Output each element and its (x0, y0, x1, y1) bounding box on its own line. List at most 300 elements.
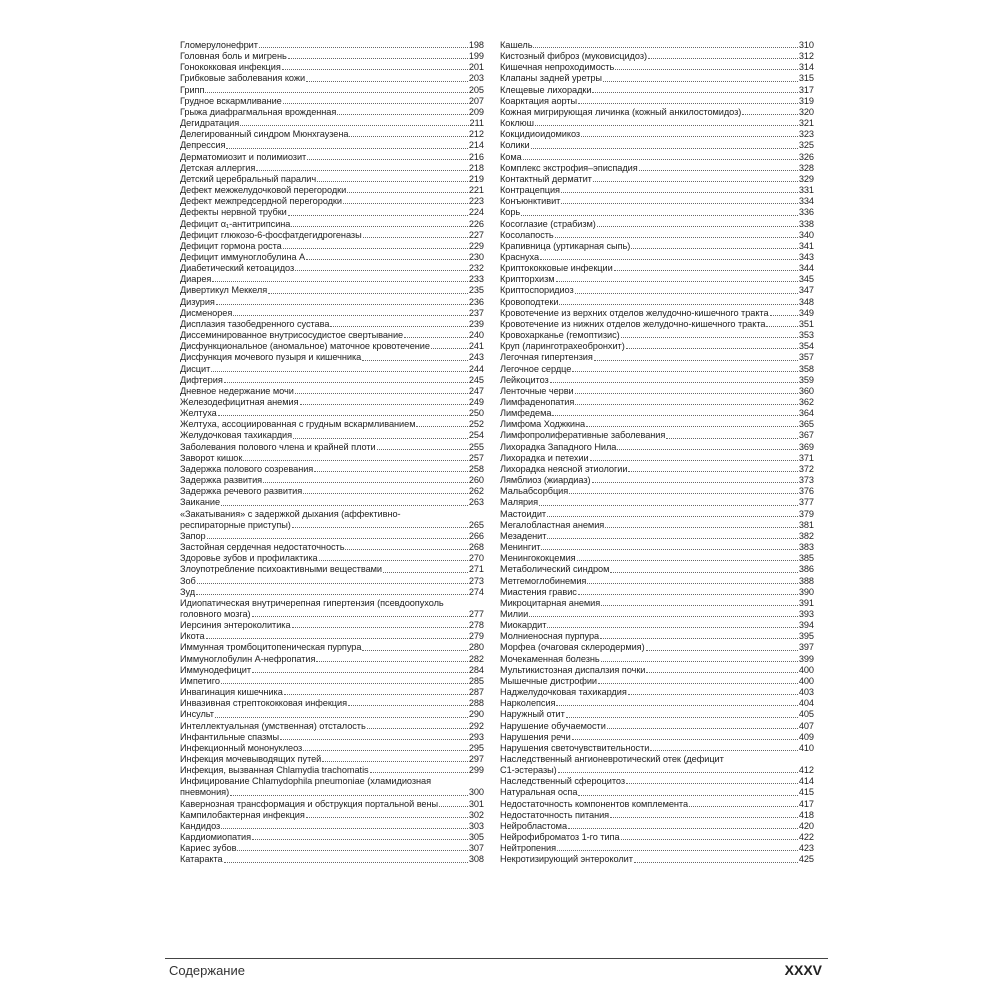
toc-entry-title: Нейтропения (500, 843, 557, 854)
toc-entry-page: 422 (798, 832, 814, 843)
toc-entry-title: Дизурия (180, 296, 215, 307)
toc-dot-leader (578, 594, 798, 595)
toc-dot-leader (330, 326, 467, 327)
toc-entry-title: Кокцидиоидомикоз (500, 129, 581, 140)
toc-entry-title: Миастения гравис (500, 586, 577, 597)
toc-entry-page: 224 (468, 207, 484, 218)
toc-dot-leader (292, 527, 468, 528)
toc-entry-title: Косоглазие (страбизм) (500, 218, 596, 229)
toc-entry-page: 417 (798, 798, 814, 809)
toc-dot-leader (307, 159, 468, 160)
toc-entry-title: С1-эстеразы) (500, 765, 557, 776)
toc-entry-page: 369 (798, 441, 814, 452)
toc-entry-page: 297 (468, 754, 484, 764)
toc-entry (180, 408, 484, 419)
toc-entry-title: Клещевые лихорадки (500, 84, 592, 95)
toc-entry-title: Инфицирование Chlamydophila pneumoniae (хламидиозная (180, 776, 432, 787)
toc-entry-title: Кашель (500, 40, 533, 50)
toc-dot-leader (572, 739, 798, 740)
toc-entry-title: Мальабсорбция (500, 486, 569, 497)
toc-entry-title: Злоупотребление психоактивными веществами (180, 564, 382, 575)
toc-dot-leader (362, 650, 467, 651)
toc-entry (180, 185, 484, 196)
toc-entry-title: Криптоспоридиоз (500, 285, 574, 296)
toc-entry (180, 430, 484, 441)
toc-dot-leader (626, 783, 798, 784)
toc-entry-page: 260 (468, 475, 484, 486)
toc-dot-leader (617, 449, 797, 450)
footer-section-label: Содержание (169, 963, 245, 978)
toc-dot-leader (300, 404, 468, 405)
toc-entry-page: 201 (468, 62, 484, 73)
toc-dot-leader (601, 661, 798, 662)
toc-entry (500, 654, 814, 665)
toc-entry-page: 336 (798, 207, 814, 218)
toc-entry-title: Коклюш (500, 118, 534, 129)
toc-entry-title: Грибковые заболевания кожи (180, 73, 306, 84)
toc-entry-page: 351 (798, 318, 814, 329)
toc-entry-title: Микроцитарная анемия (500, 597, 601, 608)
toc-entry-title: Нарколепсия (500, 698, 556, 709)
toc-entry-title: Нейрофиброматоз 1-го типа (500, 832, 620, 843)
toc-entry-title: Диабетический кетоацидоз (180, 263, 295, 274)
toc-dot-leader (628, 471, 797, 472)
toc-entry-page: 302 (468, 809, 484, 820)
toc-dot-leader (221, 683, 468, 684)
toc-entry-page: 400 (798, 675, 814, 686)
toc-entry (500, 531, 814, 542)
toc-entry-page: 376 (798, 486, 814, 497)
toc-entry (180, 732, 484, 743)
toc-dot-leader (288, 58, 468, 59)
toc-entry-title: Недостаточность питания (500, 809, 610, 820)
toc-entry-title: Кардиомиопатия (180, 832, 252, 843)
toc-dot-leader (306, 81, 468, 82)
toc-entry-page: 218 (468, 162, 484, 173)
toc-entry-page: 307 (468, 843, 484, 854)
toc-entry-title: Круп (ларинготрахеобронхит) (500, 341, 625, 352)
toc-entry-page: 250 (468, 408, 484, 419)
toc-entry (500, 687, 814, 698)
toc-entry-title: Натуральная оспа (500, 787, 578, 798)
toc-entry (500, 196, 814, 207)
toc-entry-title: Инвагинация кишечника (180, 687, 283, 698)
toc-entry (180, 843, 484, 854)
toc-entry (180, 721, 484, 732)
toc-entry-title: Мышечные дистрофии (500, 675, 597, 686)
toc-entry (500, 397, 814, 408)
toc-dot-leader (240, 125, 468, 126)
toc-dot-leader (197, 583, 468, 584)
toc-entry-page: 412 (798, 765, 814, 776)
toc-entry-page: 390 (798, 586, 814, 597)
toc-entry-page: 232 (468, 263, 484, 274)
toc-dot-leader (540, 259, 798, 260)
toc-entry (500, 598, 814, 609)
toc-entry (180, 85, 484, 96)
toc-entry (180, 230, 484, 241)
toc-dot-leader (626, 348, 798, 349)
toc-dot-leader (648, 58, 798, 59)
toc-entry-page: 334 (798, 196, 814, 207)
toc-entry-title: Легочная гипертензия (500, 352, 593, 363)
toc-dot-leader (282, 69, 468, 70)
toc-entry (180, 854, 484, 865)
toc-dot-leader (614, 270, 798, 271)
toc-entry (180, 152, 484, 163)
toc-entry-title: Милии (500, 608, 529, 619)
toc-entry (180, 520, 484, 531)
toc-dot-leader (314, 471, 468, 472)
toc-entry-page: 317 (798, 84, 814, 95)
toc-dot-leader (556, 705, 797, 706)
toc-entry-title: Мультикистозная диспалзия почки (500, 664, 646, 675)
toc-entry-title: Инвазивная стрептококковая инфекция (180, 698, 348, 709)
toc-entry (180, 754, 484, 765)
toc-entry (500, 475, 814, 486)
toc-entry-page: 365 (798, 419, 814, 430)
toc-entry (500, 319, 814, 330)
footer-page-number: XXXV (784, 962, 822, 978)
toc-entry-page: 407 (798, 720, 814, 731)
toc-dot-leader (529, 616, 798, 617)
toc-entry (500, 843, 814, 854)
toc-entry-title: пневмония) (180, 787, 230, 798)
toc-dot-leader (196, 594, 468, 595)
toc-entry-title: Головная боль и мигрень (180, 51, 287, 62)
toc-dot-leader (233, 315, 468, 316)
toc-entry-title: Импетиго (180, 675, 220, 686)
toc-entry-page: 199 (468, 51, 484, 62)
toc-entry-title: Лихорадка и петехии (500, 452, 589, 463)
toc-dot-leader (533, 47, 797, 48)
toc-entry (180, 252, 484, 263)
toc-entry-page: 293 (468, 731, 484, 742)
toc-entry (500, 118, 814, 129)
toc-entry-title: Метгемоглобинемия (500, 575, 587, 586)
toc-dot-leader (550, 382, 798, 383)
toc-dot-leader (206, 638, 468, 639)
toc-entry (180, 453, 484, 464)
toc-entry-title: Малярия (500, 497, 539, 508)
toc-entry-title: Диссеминированное внутрисосудистое свертывание (180, 330, 404, 341)
toc-entry-title: Криптококковые инфекции (500, 263, 613, 274)
toc-entry-title: Дефицит иммуноглобулина А (180, 251, 306, 262)
toc-entry (500, 430, 814, 441)
toc-dot-leader (558, 772, 798, 773)
toc-entry-page: 340 (798, 229, 814, 240)
toc-entry (180, 821, 484, 832)
toc-entry (180, 564, 484, 575)
toc-entry-page: 423 (798, 843, 814, 854)
toc-entry-page: 325 (798, 140, 814, 151)
toc-entry-title: Дисменорея (180, 307, 233, 318)
toc-entry (500, 386, 814, 397)
toc-dot-leader (628, 694, 798, 695)
toc-dot-leader (343, 203, 468, 204)
toc-entry-page: 257 (468, 452, 484, 463)
toc-entry-title: Желтуха (180, 408, 217, 419)
toc-dot-leader (621, 839, 798, 840)
toc-dot-leader (552, 415, 797, 416)
toc-entry-page: 373 (798, 475, 814, 486)
toc-entry-title: Иерсиния энтероколитика (180, 620, 291, 631)
toc-dot-leader (531, 148, 798, 149)
toc-entry (500, 676, 814, 687)
toc-entry (500, 185, 814, 196)
toc-entry (180, 576, 484, 587)
toc-entry-title: Кандидоз (180, 820, 221, 831)
toc-entry-title: Икота (180, 631, 205, 642)
toc-dot-leader (572, 371, 798, 372)
toc-entry-title: Задержка развития (180, 475, 263, 486)
toc-entry-title: Железодефицитная анемия (180, 397, 299, 407)
toc-entry-title: Кишечная непроходимость (500, 62, 615, 73)
toc-dot-leader (561, 192, 798, 193)
toc-dot-leader (569, 493, 798, 494)
toc-dot-leader (431, 348, 468, 349)
toc-entry-page: 343 (798, 251, 814, 262)
toc-dot-leader (603, 81, 798, 82)
toc-dot-leader (615, 69, 798, 70)
toc-entry (500, 665, 814, 676)
toc-entry (500, 129, 814, 140)
toc-entry (180, 308, 484, 319)
toc-entry-page: 425 (798, 854, 814, 865)
toc-dot-leader (556, 281, 798, 282)
toc-dot-leader (646, 650, 798, 651)
toc-entry (500, 620, 814, 631)
toc-dot-leader (634, 862, 798, 863)
toc-dot-leader (557, 850, 798, 851)
toc-dot-leader (268, 293, 468, 294)
toc-entry-page: 348 (798, 296, 814, 307)
toc-dot-leader (521, 215, 798, 216)
toc-entry (500, 375, 814, 386)
toc-entry-page: 349 (798, 307, 814, 318)
toc-entry-page: 382 (798, 530, 814, 541)
toc-dot-leader (256, 170, 468, 171)
toc-entry-page: 409 (798, 731, 814, 742)
toc-entry (180, 620, 484, 631)
toc-entry-page: 362 (798, 397, 814, 407)
toc-entry-page: 377 (798, 497, 814, 508)
toc-entry-title: Лимфедема (500, 408, 552, 419)
toc-dot-leader (280, 739, 468, 740)
toc-dot-leader (303, 750, 468, 751)
toc-dot-leader (283, 103, 468, 104)
toc-entry-page: 357 (798, 352, 814, 363)
toc-dot-leader (605, 527, 798, 528)
toc-entry-title: Зуд (180, 586, 196, 597)
toc-dot-leader (295, 270, 468, 271)
toc-entry-title: Запор (180, 530, 206, 541)
toc-entry-page: 367 (798, 430, 814, 441)
toc-entry (500, 140, 814, 151)
toc-entry-page: 273 (468, 575, 484, 586)
toc-dot-leader (594, 360, 798, 361)
toc-entry-page: 301 (468, 798, 484, 809)
toc-entry-title: Нарушение обучаемости (500, 720, 606, 731)
toc-entry (180, 118, 484, 129)
toc-entry-title: Колики (500, 140, 530, 151)
toc-entry-title: Задержка полового созревания (180, 463, 314, 474)
toc-entry-title: Молниеносная пурпура (500, 631, 600, 642)
toc-entry (500, 587, 814, 598)
toc-dot-leader (601, 605, 798, 606)
toc-entry (500, 219, 814, 230)
toc-entry-title: Кровоподтеки (500, 296, 559, 307)
toc-entry (180, 163, 484, 174)
toc-dot-leader (259, 47, 468, 48)
toc-entry-page: 315 (798, 73, 814, 84)
toc-entry (500, 721, 814, 732)
toc-entry (180, 51, 484, 62)
toc-entry (180, 174, 484, 185)
toc-entry (500, 754, 814, 765)
toc-entry (500, 330, 814, 341)
toc-entry (500, 107, 814, 118)
toc-entry-title: Кожная мигрирующая личинка (кожный анкилостомидоз) (500, 106, 742, 117)
toc-entry-page: 323 (798, 129, 814, 140)
toc-entry-page: 399 (798, 653, 814, 664)
toc-entry-page: 245 (468, 374, 484, 385)
toc-entry-page: 388 (798, 575, 814, 586)
toc-entry (180, 129, 484, 140)
toc-entry-title: Грипп (180, 84, 205, 95)
toc-entry-title: Заикание (180, 497, 221, 508)
toc-entry-title: Мезаденит (500, 530, 547, 541)
toc-dot-leader (218, 415, 468, 416)
toc-entry-page: 229 (468, 240, 484, 251)
toc-entry-page: 319 (798, 95, 814, 106)
toc-dot-leader (416, 426, 467, 427)
toc-entry-page: 237 (468, 307, 484, 318)
toc-entry (500, 642, 814, 653)
toc-dot-leader (590, 460, 798, 461)
toc-dot-leader (593, 181, 798, 182)
toc-dot-leader (306, 817, 468, 818)
toc-entry-page: 415 (798, 787, 814, 798)
toc-entry (500, 174, 814, 185)
toc-dot-leader (348, 705, 468, 706)
toc-dot-leader (577, 560, 798, 561)
toc-entry-title: Инфекция мочевыводящих путей (180, 754, 322, 764)
toc-entry-page: 299 (468, 765, 484, 776)
toc-dot-leader (639, 170, 798, 171)
toc-dot-leader (587, 583, 797, 584)
toc-dot-leader (207, 538, 468, 539)
toc-entry-page: 254 (468, 430, 484, 441)
toc-entry-title: Корь (500, 207, 521, 218)
toc-entry-title: Дисфункция мочевого пузыря и кишечника (180, 352, 362, 363)
toc-dot-leader (370, 772, 468, 773)
toc-dot-leader (539, 505, 798, 506)
toc-entry-page: 359 (798, 374, 814, 385)
toc-dot-leader (216, 304, 468, 305)
toc-entry (180, 799, 484, 810)
toc-dot-leader (221, 828, 468, 829)
toc-entry (180, 810, 484, 821)
toc-entry-page: 212 (468, 129, 484, 140)
toc-dot-leader (319, 560, 468, 561)
toc-entry-page: 395 (798, 631, 814, 642)
toc-entry-page: 252 (468, 419, 484, 430)
toc-entry (180, 765, 484, 776)
toc-entry-page: 203 (468, 73, 484, 84)
toc-entry-page: 227 (468, 229, 484, 240)
toc-dot-leader (295, 393, 468, 394)
toc-entry-page: 394 (798, 620, 814, 631)
toc-entry-title: Мегалобластная анемия (500, 519, 605, 530)
toc-entry (180, 642, 484, 653)
toc-entry-page: 262 (468, 486, 484, 497)
toc-entry (500, 352, 814, 363)
toc-entry-page: 241 (468, 341, 484, 352)
toc-entry-page: 310 (798, 40, 814, 50)
toc-entry-page: 308 (468, 854, 484, 865)
toc-entry-title: Лимфома Ходжкина (500, 419, 586, 430)
toc-entry-page: 239 (468, 318, 484, 329)
toc-dot-leader (377, 449, 468, 450)
toc-entry-title: Миокардит (500, 620, 547, 631)
toc-entry-title: Дерматомиозит и полимиозит (180, 151, 307, 162)
toc-entry (180, 542, 484, 553)
toc-entry (500, 207, 814, 218)
toc-entry-page: 320 (798, 106, 814, 117)
toc-entry (500, 698, 814, 709)
toc-dot-leader (610, 572, 797, 573)
toc-entry-page: 244 (468, 363, 484, 374)
toc-entry (500, 51, 814, 62)
toc-entry (500, 732, 814, 743)
toc-entry (180, 598, 484, 609)
toc-entry-title: Интеллектуальная (умственная) отсталость (180, 720, 366, 731)
toc-entry-page: 303 (468, 820, 484, 831)
toc-dot-leader (766, 326, 797, 327)
toc-entry-title: Иммуноглобулин А-нефропатия (180, 653, 316, 664)
toc-entry (180, 397, 484, 408)
toc-entry (180, 364, 484, 375)
toc-entry-page: 205 (468, 84, 484, 95)
toc-entry (180, 587, 484, 598)
toc-entry (180, 330, 484, 341)
toc-entry-page: 379 (798, 508, 814, 519)
toc-entry (500, 341, 814, 352)
toc-entry-page: 329 (798, 173, 814, 184)
toc-entry-title: Ленточные черви (500, 385, 574, 396)
toc-dot-leader (568, 828, 798, 829)
toc-entry-page: 326 (798, 151, 814, 162)
toc-entry (500, 96, 814, 107)
toc-entry (500, 709, 814, 720)
toc-entry-page: 240 (468, 330, 484, 341)
toc-entry-page: 265 (468, 519, 484, 530)
toc-entry (180, 263, 484, 274)
toc-entry-page: 280 (468, 642, 484, 653)
toc-entry-page: 219 (468, 173, 484, 184)
toc-dot-leader (600, 638, 798, 639)
toc-dot-leader (575, 404, 798, 405)
toc-dot-leader (224, 382, 468, 383)
toc-entry (180, 140, 484, 151)
toc-dot-leader (243, 460, 467, 461)
toc-entry-page: 287 (468, 687, 484, 698)
toc-entry-title: Недостаточность компонентов комплемента (500, 798, 689, 809)
toc-entry-page: 372 (798, 463, 814, 474)
toc-entry-title: Дефицит глюкозо-6-фосфатдегидрогеназы (180, 229, 362, 240)
toc-entry-page: 400 (798, 664, 814, 675)
